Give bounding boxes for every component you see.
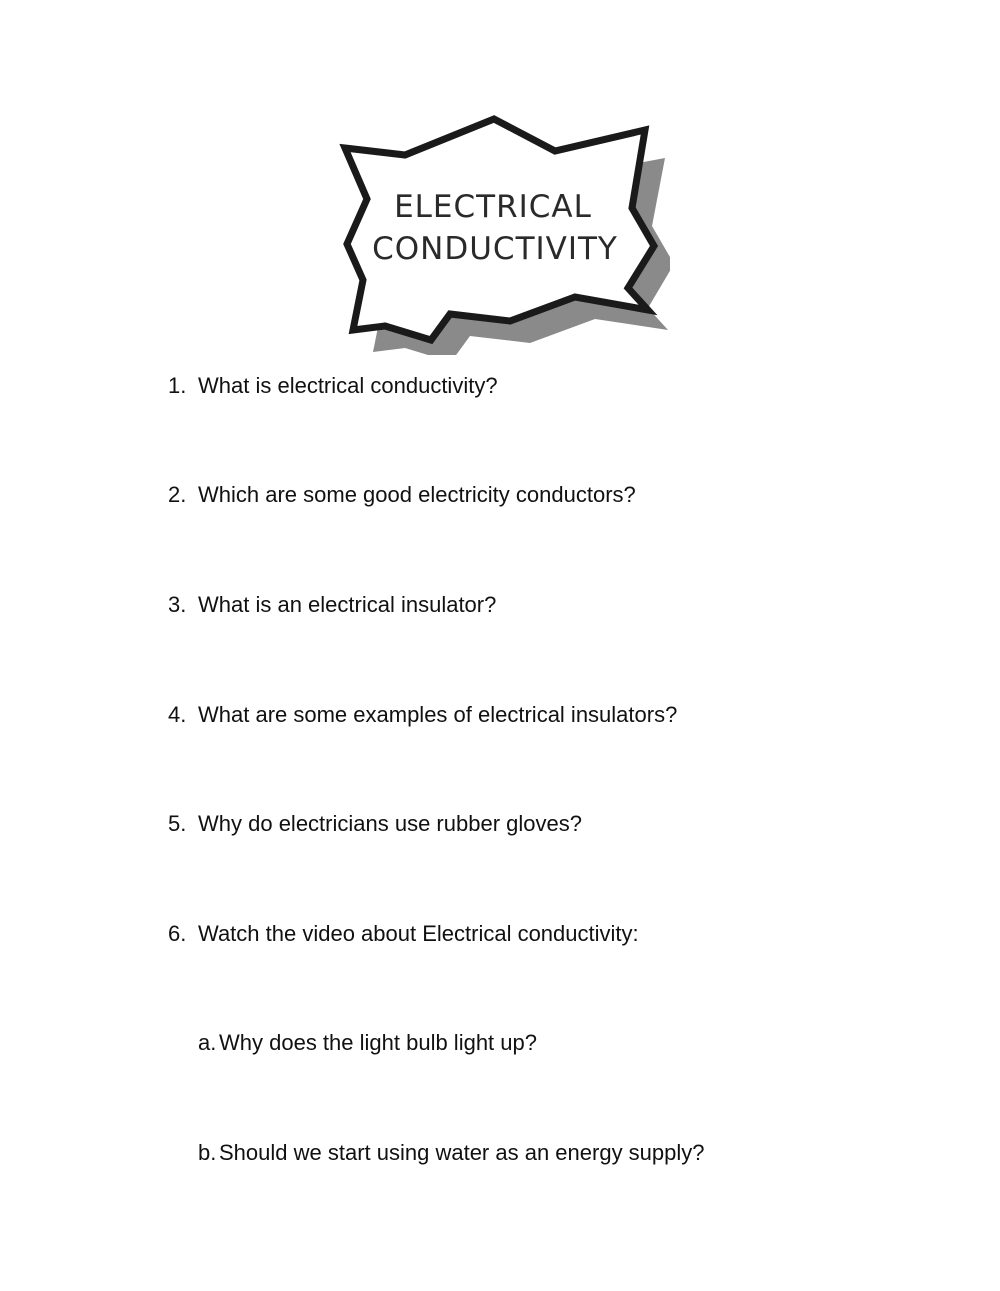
question-number: 6. [168, 921, 187, 946]
question-1 [168, 373, 498, 399]
title-line-1: ELECTRICAL [394, 189, 592, 225]
sub-question-letter: b. [198, 1140, 217, 1165]
title-burst [330, 110, 670, 355]
question-number: 5. [168, 811, 187, 836]
sub-question-b [198, 1140, 705, 1166]
title-line-2: CONDUCTIVITY [372, 231, 618, 267]
sub-question-a [198, 1030, 537, 1056]
question-text: Which are some good electricity conductors? [198, 482, 636, 507]
question-3 [168, 592, 496, 618]
question-text: Why do electricians use rubber gloves? [198, 811, 582, 836]
question-2 [168, 482, 636, 508]
question-6 [168, 921, 639, 947]
question-text: Watch the video about Electrical conductivity: [198, 921, 639, 946]
question-number: 3. [168, 592, 187, 617]
question-number: 2. [168, 482, 187, 507]
sub-question-text: Should we start using water as an energy supply? [219, 1140, 705, 1165]
question-number: 4. [168, 702, 187, 727]
sub-question-letter: a. [198, 1030, 217, 1055]
question-text: What is an electrical insulator? [198, 592, 497, 617]
question-text: What is electrical conductivity? [198, 373, 498, 398]
question-text: What are some examples of electrical insulators? [198, 702, 678, 727]
question-4 [168, 702, 677, 728]
sub-question-text: Why does the light bulb light up? [219, 1030, 537, 1055]
question-number: 1. [168, 373, 187, 398]
question-5 [168, 811, 582, 837]
